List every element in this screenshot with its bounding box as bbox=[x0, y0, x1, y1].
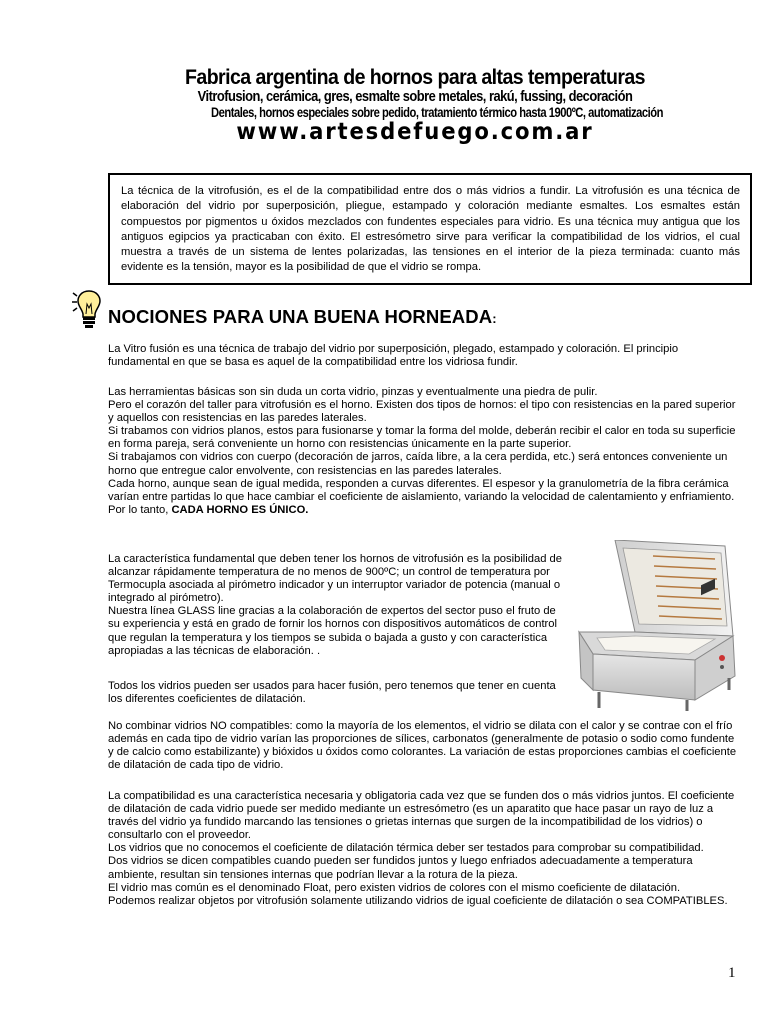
document-header bbox=[160, 66, 670, 144]
kiln-image bbox=[575, 540, 743, 712]
paragraph-compatibility: La compatibilidad es una característica necesaria y obligatoria cada vez que se funden dos o más vidrios juntos. El coeficiente de dilatación de cada vidrio puede ser medido mediante un estresómetro (es un aparatito que hace pasar un rayo de luz a través del vidrio ya fundido marcando las tensiones o grietas internas que surgen de la incompatibilidad de los vidrios) o consultarlo con el proveedor. Los vidrios que no conocemos el coeficiente de dilatación térmica deber ser testados para comprobar su compatibilidad. Dos vidrios se dicen compatibles cuando pueden ser fundidos juntos y luego enfriados adecuadamente a temperatura ambiente, resultan sin tensiones internas que podrían llevar a la rotura de la pieza. El vidrio mas común es el denominado Float, pero existen vidrios de colores con el mismo coeficiente de dilatación. Podemos realizar objetos por vitrofusión solamente utilizando vidrios de igual coeficiente de dilatación o sea COMPATIBLES. bbox=[108, 790, 735, 907]
paragraph-tools: Las herramientas básicas son sin duda un corta vidrio, pinzas y eventualmente una piedra de pulir. Pero el corazón del taller para vitrofusión es el horno. Existen dos tipos de hornos: el tipo con resistencias en la pared superior y aquellos con resistencias en las paredes laterales. Si trabamos con vidrios planos, estos para fusionarse y tomar la forma del molde, deberán recibir el calor en toda su superficie en forma pareja, será conveniente un horno con resistencias únicamente en la parte superior. Si trabajamos con vidrios con cuerpo (decoración de jarros, caída libre, a la cera perdida, etc.) será entonces conveniente un horno que entregue calor envolvente, con resistencias en las paredes laterales. Cada horno, aunque sean de igual medida, responden a curvas diferentes. El espesor y la granulometría de la fibra cerámica varían entre partidas lo que hace cambiar el coeficiente de aislamiento, variando la velocidad de calentamiento y enfriamiento. Por lo tanto, CADA HORNO ES ÚNICO. bbox=[108, 386, 736, 516]
header-subtitle: Vitrofusion, cerámica, gres, esmalte sobre metales, rakú, fussing, decoración bbox=[197, 88, 633, 105]
intro-box: La técnica de la vitrofusión, es el de la compatibilidad entre dos o más vidrios a fundir. La vitrofusión es una técnica de elaboración del vidrio por superposición, pliegue, estampado y coloración mediante esmaltes. Los esmaltes están compuestos por pigmentos u óxidos mezclados con fundentes especiales para vidrio. Es una técnica muy antigua que los antiguos egipcios ya practicaban con éxito. El estresómetro sirve para verificar la compatibilidad de los vidrios, el cual muestra a través de un sistema de lentes polarizadas, las tensiones en el interior de la pieza terminada: cuanto más evidente es la tensión, mayor es la posibilidad de que el vidrio se rompa. bbox=[108, 173, 752, 285]
header-services: Dentales, hornos especiales sobre pedido, tratamiento térmico hasta 1900ºC, automatización bbox=[211, 104, 663, 120]
paragraph-intro: La Vitro fusión es una técnica de trabajo del vidrio por superposición, plegado, estampado y coloración. El principio fundamental en que se basa es aquel de la compatibilidad entre los vidriosa fundir. bbox=[108, 343, 679, 369]
page-number: 1 bbox=[728, 965, 736, 981]
header-website[interactable]: www.artesdefuego.com.ar bbox=[236, 119, 594, 145]
header-title: Fabrica argentina de hornos para altas temperaturas bbox=[185, 66, 645, 89]
paragraph-compat: No combinar vidrios NO compatibles: como la mayoría de los elementos, el vidrio se dilata con el calor y se contrae con el frío además en cada tipo de vidrio varían las proporciones de sílices, carbonatos (generalmente de potasio o sodio como fundente y de calcio como estabilizante) y bióxidos u óxidos como colorantes. La variación de estas proporciones cambias el coeficiente de dilatación de cada tipo de vidrio. bbox=[108, 720, 737, 772]
emphasis-unique-oven: CADA HORNO ES ÚNICO. bbox=[171, 503, 309, 516]
section-heading: NOCIONES PARA UNA BUENA HORNEADA: bbox=[108, 306, 497, 327]
paragraph-fusion: Todos los vidrios pueden ser usados para hacer fusión, pero tenemos que tener en cuenta los diferentes coeficientes de dilatación. bbox=[108, 680, 556, 706]
lightbulb-icon bbox=[72, 287, 102, 329]
paragraph-glass-line: La característica fundamental que deben tener los hornos de vitrofusión es la posibilidad de alcanzar rápidamente temperatura de no menos de 900ºC; un control de temperatura por Termocupla asociada al pirómetro indicador y un interruptor variador de potencia (manual o integrado al pirómetro). Nuestra línea GLASS line gracias a la colaboración de expertos del sector puso el fruto de su experiencia y está en grado de fornir los hornos con dispositivos automáticos de control que regulan la temperatura y los tiempos se subida o bajada a gusto y con característica apropiadas a las técnicas de elaboración. . bbox=[108, 553, 563, 657]
